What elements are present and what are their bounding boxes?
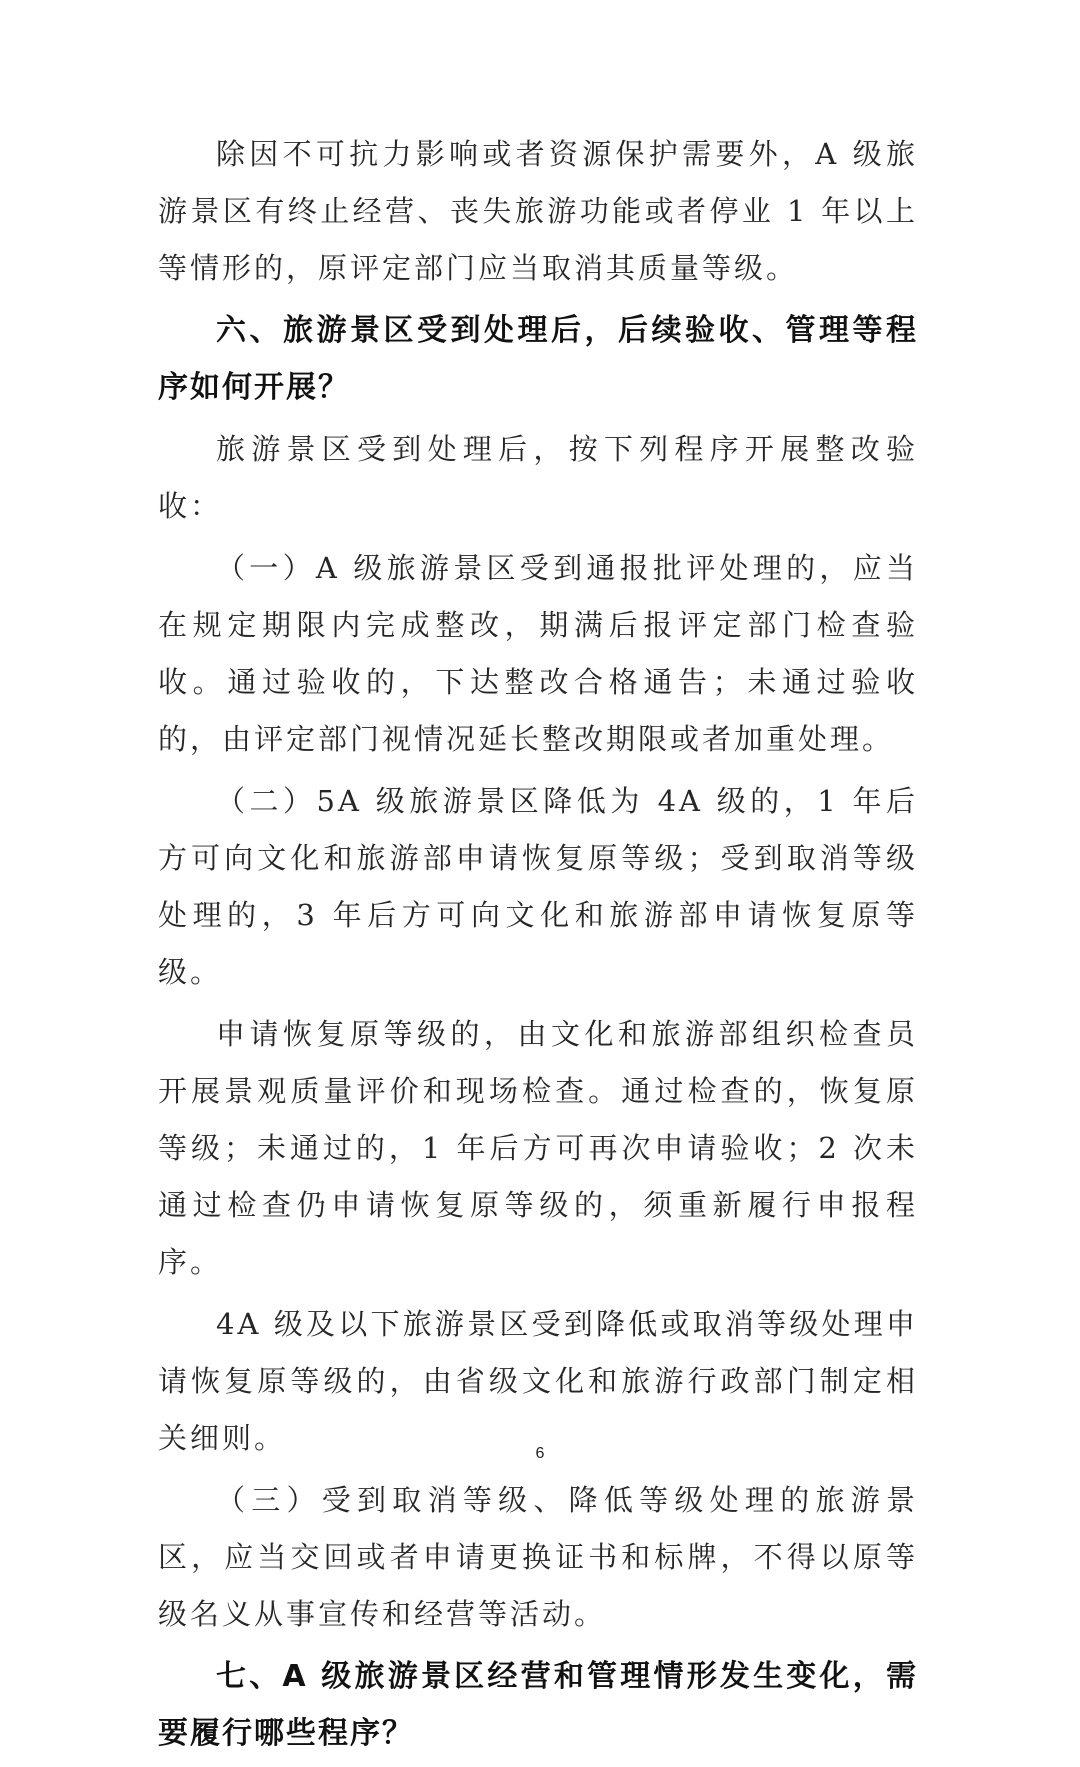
document-body: [158, 126, 918, 1767]
paragraph-item-one: （一）A 级旅游景区受到通报批评处理的，应当在规定期限内完成整改，期满后报评定部门检查验收。通过验收的，下达整改合格通告；未通过验收的，由评定部门视情况延长整改期限或者加重处理。: [158, 551, 918, 756]
paragraph-item-three: （三）受到取消等级、降低等级处理的旅游景区，应当交回或者申请更换证书和标牌，不得以原等级名义从事宣传和经营等活动。: [158, 1483, 918, 1631]
paragraph-cancel-grade: 除因不可抗力影响或者资源保护需要外，A 级旅游景区有终止经营、丧失旅游功能或者停业 1 年以上等情形的，原评定部门应当取消其质量等级。: [158, 137, 918, 285]
paragraph-rectification-intro: 旅游景区受到处理后，按下列程序开展整改验收：: [158, 432, 918, 523]
heading-section-six: 六、旅游景区受到处理后，后续验收、管理等程序如何开展？: [158, 313, 918, 405]
paragraph-item-two: （二）5A 级旅游景区降低为 4A 级的，1 年后方可向文化和旅游部申请恢复原等级；受到取消等级处理的，3 年后方可向文化和旅游部申请恢复原等级。: [158, 784, 918, 989]
heading-section-seven: 七、A 级旅游景区经营和管理情形发生变化，需要履行哪些程序？: [158, 1659, 918, 1751]
paragraph-4a-below: 4A 级及以下旅游景区受到降低或取消等级处理申请恢复原等级的，由省级文化和旅游行政部门制定相关细则。: [158, 1307, 918, 1455]
page-number: 6: [535, 1445, 545, 1462]
paragraph-restore-grade: 申请恢复原等级的，由文化和旅游部组织检查员开展景观质量评价和现场检查。通过检查的，恢复原等级；未通过的，1 年后方可再次申请验收；2 次未通过检查仍申请恢复原等级的，须重新履行申报程序。: [158, 1017, 918, 1279]
